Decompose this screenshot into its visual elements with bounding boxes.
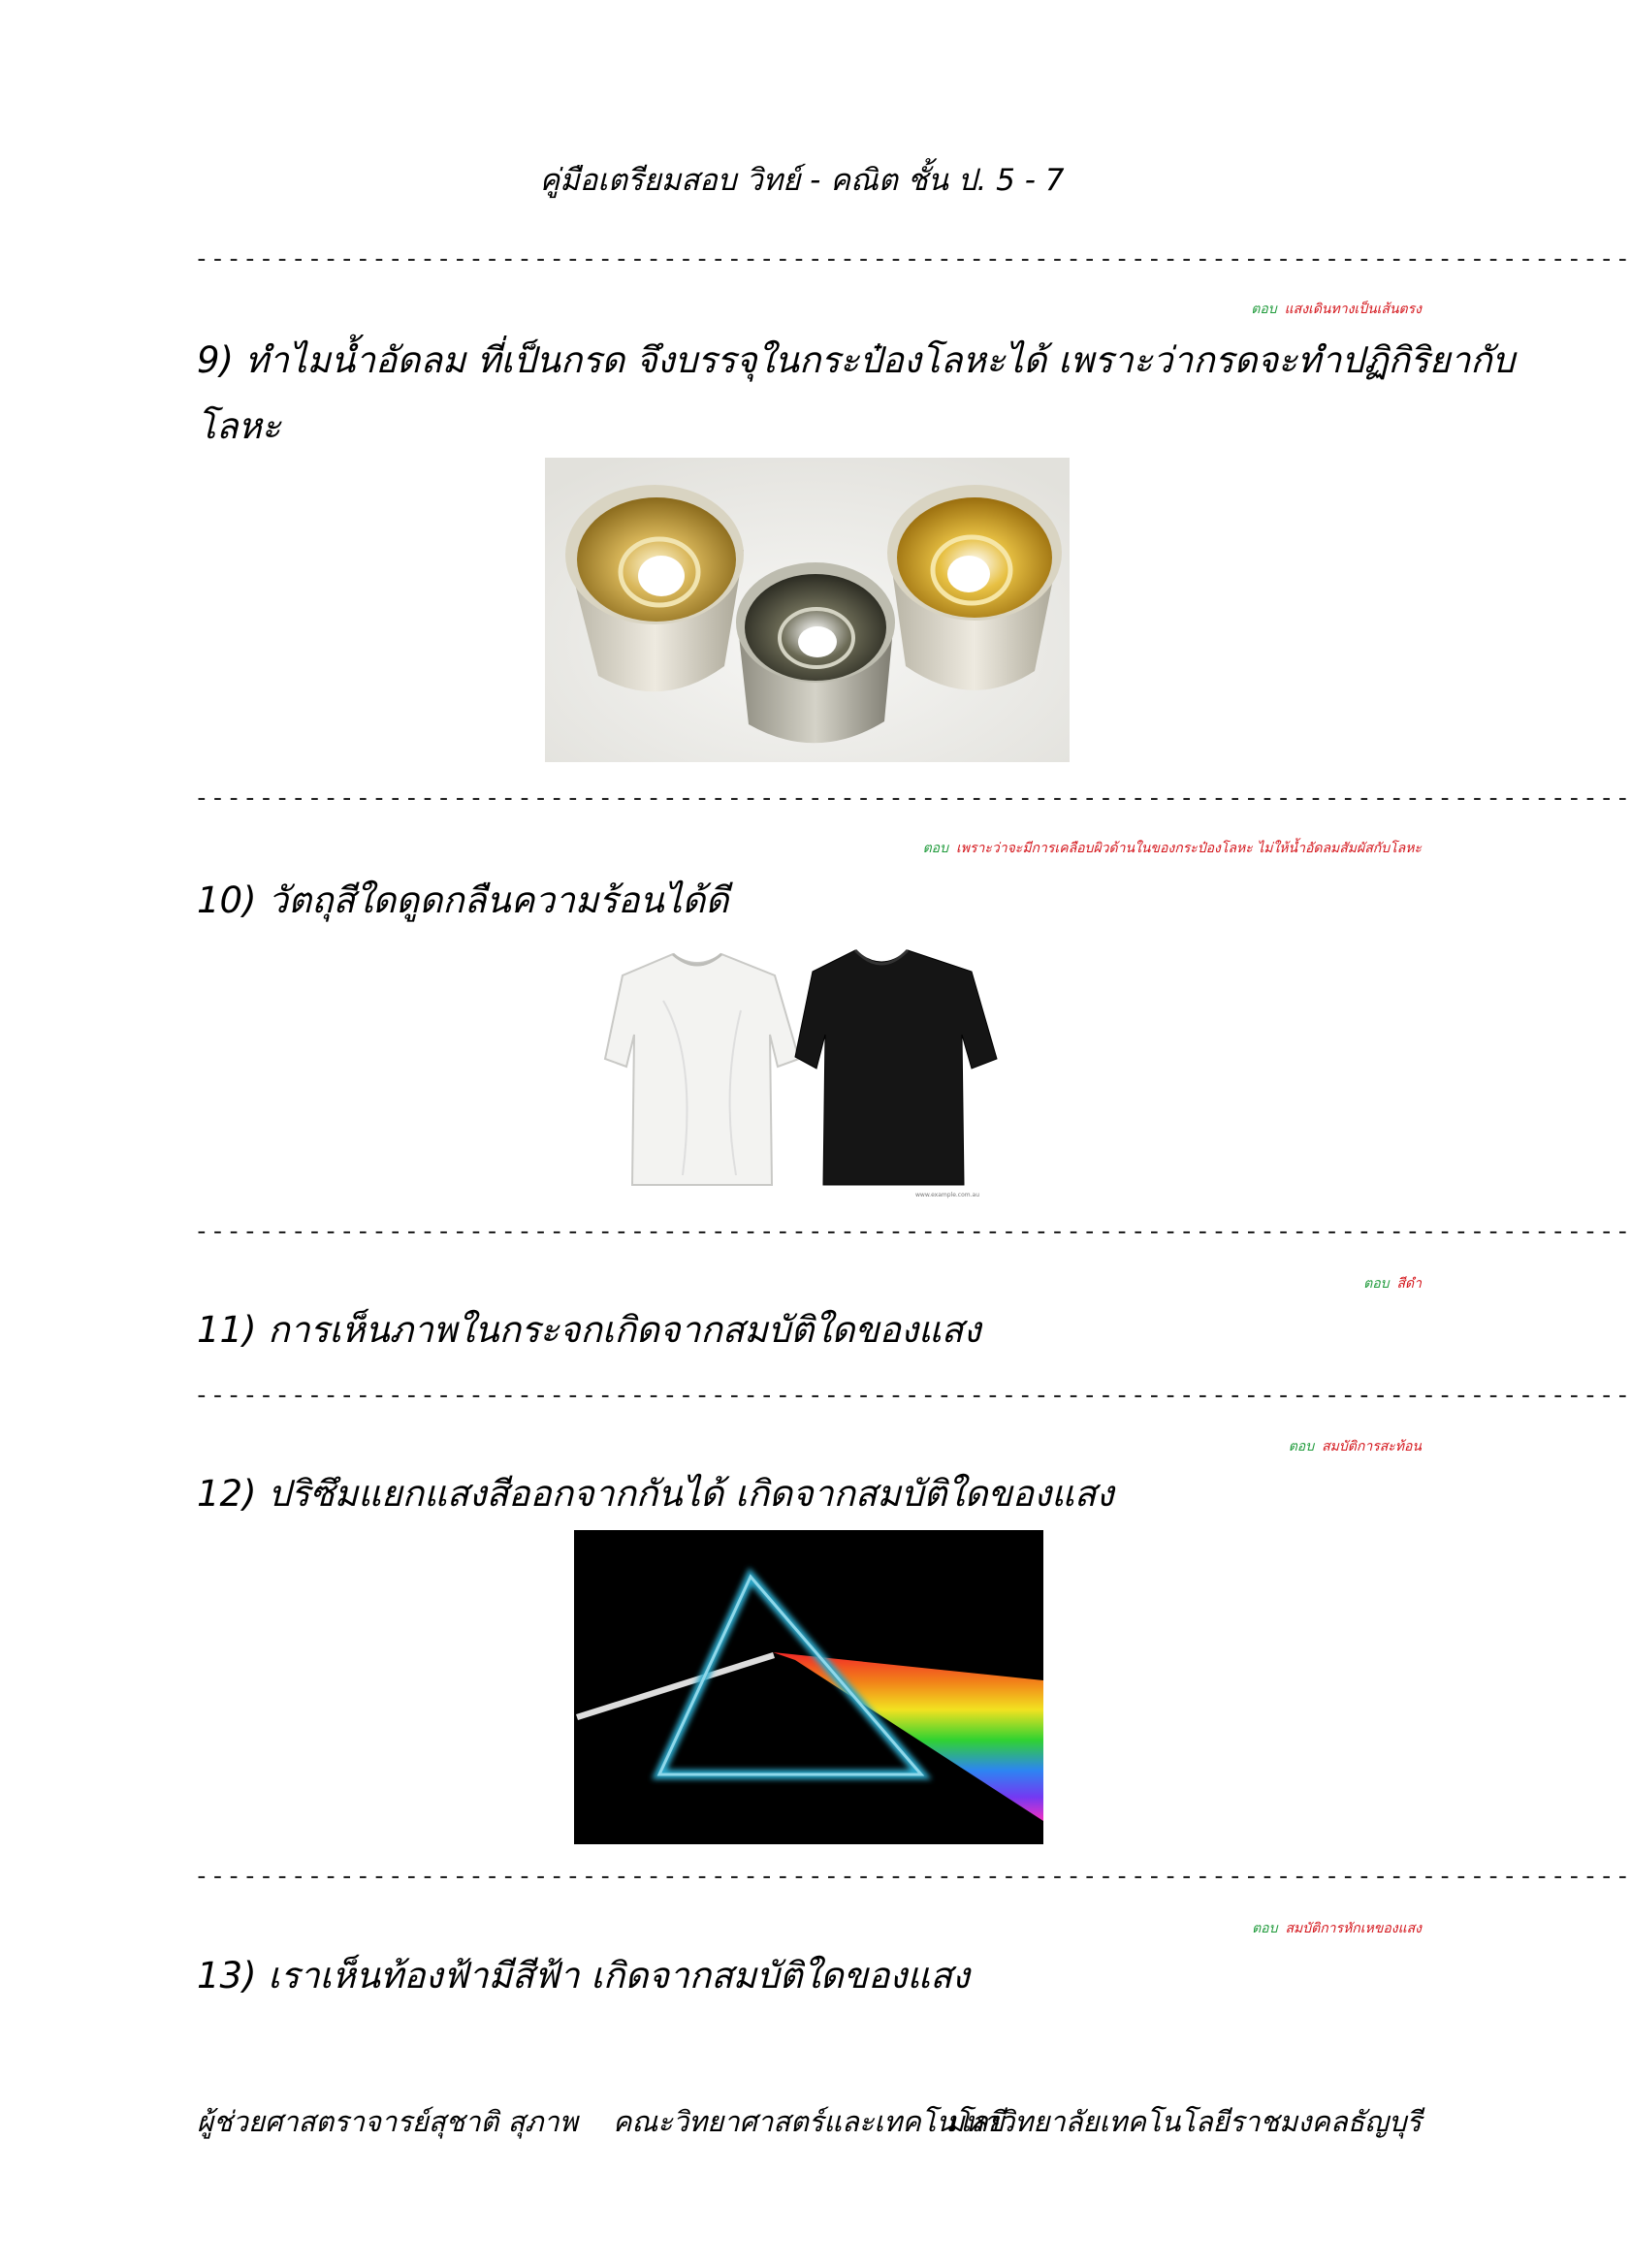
answer-text: สมบัติการหักเหของแสง xyxy=(1285,1921,1422,1936)
question-10 xyxy=(197,868,728,934)
question-text: ทำไมน้ำอัดลม ที่เป็นกรด จึงบรรจุในกระป๋องโลหะได้ เพราะว่ากรดจะทำปฏิกิริยากับ xyxy=(244,339,1516,381)
divider-line: ----------------------------------------------------------------------------------------- xyxy=(194,1381,1631,1410)
answer-label: ตอบ xyxy=(1252,1921,1278,1936)
footer-university: มหาวิทยาลัยเทคโนโลยีราชมงคลธัญบุรี xyxy=(945,2105,1422,2138)
answer-text: แสงเดินทางเป็นเส้นตรง xyxy=(1284,302,1422,317)
question-text: เราเห็นท้องฟ้ามีสีฟ้า เกิดจากสมบัติใดของแสง xyxy=(268,1955,970,1996)
divider-line: ----------------------------------------------------------------------------------------- xyxy=(194,244,1631,273)
question-number: 12) xyxy=(197,1473,257,1515)
answer-text: สมบัติการสะท้อน xyxy=(1322,1439,1422,1454)
divider-line: ----------------------------------------------------------------------------------------- xyxy=(194,1862,1631,1891)
answer-label: ตอบ xyxy=(1288,1439,1315,1454)
question-11 xyxy=(197,1297,980,1363)
answer-3 xyxy=(1363,1273,1422,1294)
question-text: การเห็นภาพในกระจกเกิดจากสมบัติใดของแสง xyxy=(268,1309,981,1351)
tin-cans-image xyxy=(545,458,1070,762)
answer-text: เพราะว่าจะมีการเคลือบผิวด้านในของกระป๋องโลหะ ไม่ให้น้ำอัดลมสัมผัสกับโลหะ xyxy=(955,841,1422,856)
question-number: 10) xyxy=(197,879,257,921)
tshirts-image xyxy=(605,942,999,1202)
answer-1 xyxy=(1251,299,1422,320)
answer-label: ตอบ xyxy=(922,841,948,856)
question-9 xyxy=(197,328,1515,460)
footer-author: ผู้ช่วยศาสตราจารย์สุชาติ สุภาพ xyxy=(197,2105,578,2138)
svg-text:www.example.com.au: www.example.com.au xyxy=(915,1192,980,1198)
answer-5 xyxy=(1252,1918,1422,1939)
question-number: 13) xyxy=(197,1955,257,1996)
prism-image xyxy=(574,1530,1043,1844)
answer-text: สีดำ xyxy=(1396,1276,1422,1292)
question-number: 9) xyxy=(197,339,234,381)
question-text: ปริซึมแยกแสงสีออกจากกันได้ เกิดจากสมบัติใดของแสง xyxy=(268,1473,1114,1515)
question-text-continued: โลหะ xyxy=(197,405,281,447)
question-12 xyxy=(197,1461,1114,1527)
page-header: คู่มือเตรียมสอบ วิทย์ - คณิต ชั้น ป. 5 - 7 xyxy=(539,163,1065,198)
answer-4 xyxy=(1289,1436,1422,1457)
divider-line: ----------------------------------------------------------------------------------------- xyxy=(194,1217,1631,1246)
answer-label: ตอบ xyxy=(1251,302,1277,317)
question-13 xyxy=(197,1943,970,2009)
footer-faculty: คณะวิทยาศาสตร์และเทคโนโลยี xyxy=(613,2105,1005,2138)
question-number: 11) xyxy=(197,1309,257,1351)
question-text: วัตถุสีใดดูดกลืนความร้อนได้ดี xyxy=(268,879,729,921)
divider-line: ----------------------------------------------------------------------------------------- xyxy=(194,783,1631,813)
answer-2 xyxy=(923,838,1422,859)
answer-label: ตอบ xyxy=(1363,1276,1390,1292)
